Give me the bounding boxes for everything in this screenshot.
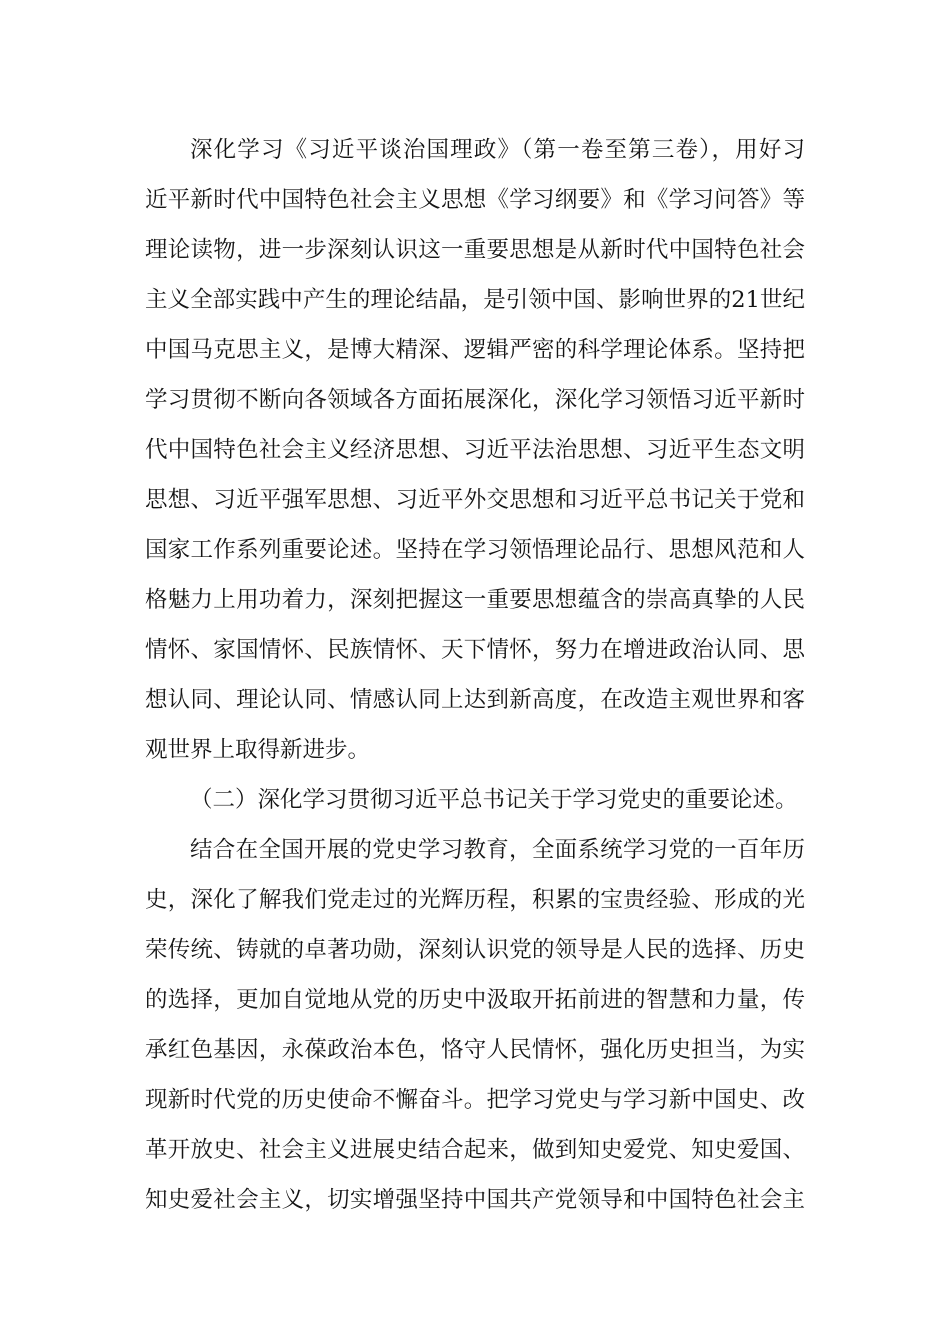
paragraph-line: 近平新时代中国特色社会主义思想《学习纲要》和《学习问答》等 [145, 187, 805, 213]
paragraph-line: 代中国特色社会主义经济思想、习近平法治思想、习近平生态文明 [145, 437, 805, 463]
paragraph-line: 中国马克思主义，是博大精深、逻辑严密的科学理论体系。坚持把 [145, 337, 805, 363]
paragraph-line: 国家工作系列重要论述。坚持在学习领悟理论品行、思想风范和人 [145, 537, 805, 563]
paragraph-line: 思想、习近平强军思想、习近平外交思想和习近平总书记关于党和 [145, 487, 805, 513]
paragraph-line: 的选择，更加自觉地从党的历史中汲取开拓前进的智慧和力量，传 [145, 987, 805, 1013]
paragraph-line: 情怀、家国情怀、民族情怀、天下情怀，努力在增进政治认同、思 [145, 637, 805, 663]
paragraph-line: 深化学习《习近平谈治国理政》（第一卷至第三卷），用好习 [190, 137, 805, 163]
paragraph-line: 荣传统、铸就的卓著功勋，深刻认识党的领导是人民的选择、历史 [145, 937, 805, 963]
paragraph-line: 知史爱社会主义，切实增强坚持中国共产党领导和中国特色社会主 [145, 1187, 805, 1213]
section-heading: （二）深化学习贯彻习近平总书记关于学习党史的重要论述。 [190, 787, 798, 813]
paragraph-line: 革开放史、社会主义进展史结合起来，做到知史爱党、知史爱国、 [145, 1137, 805, 1163]
paragraph-line: 理论读物，进一步深刻认识这一重要思想是从新时代中国特色社会 [145, 237, 805, 263]
paragraph-line: 主义全部实践中产生的理论结晶，是引领中国、影响世界的21世纪 [145, 287, 805, 313]
paragraph-line: 史，深化了解我们党走过的光辉历程，积累的宝贵经验、形成的光 [145, 887, 805, 913]
paragraph-line: 观世界上取得新进步。 [145, 737, 371, 763]
paragraph-line: 学习贯彻不断向各领域各方面拓展深化，深化学习领悟习近平新时 [145, 387, 805, 413]
paragraph-line: 格魅力上用功着力，深刻把握这一重要思想蕴含的崇高真挚的人民 [145, 587, 805, 613]
paragraph-line: 承红色基因，永葆政治本色，恪守人民情怀，强化历史担当，为实 [145, 1037, 805, 1063]
paragraph-line: 现新时代党的历史使命不懈奋斗。把学习党史与学习新中国史、改 [145, 1087, 805, 1113]
paragraph-line: 结合在全国开展的党史学习教育，全面系统学习党的一百年历 [190, 837, 805, 863]
paragraph-line: 想认同、理论认同、情感认同上达到新高度，在改造主观世界和客 [145, 687, 805, 713]
